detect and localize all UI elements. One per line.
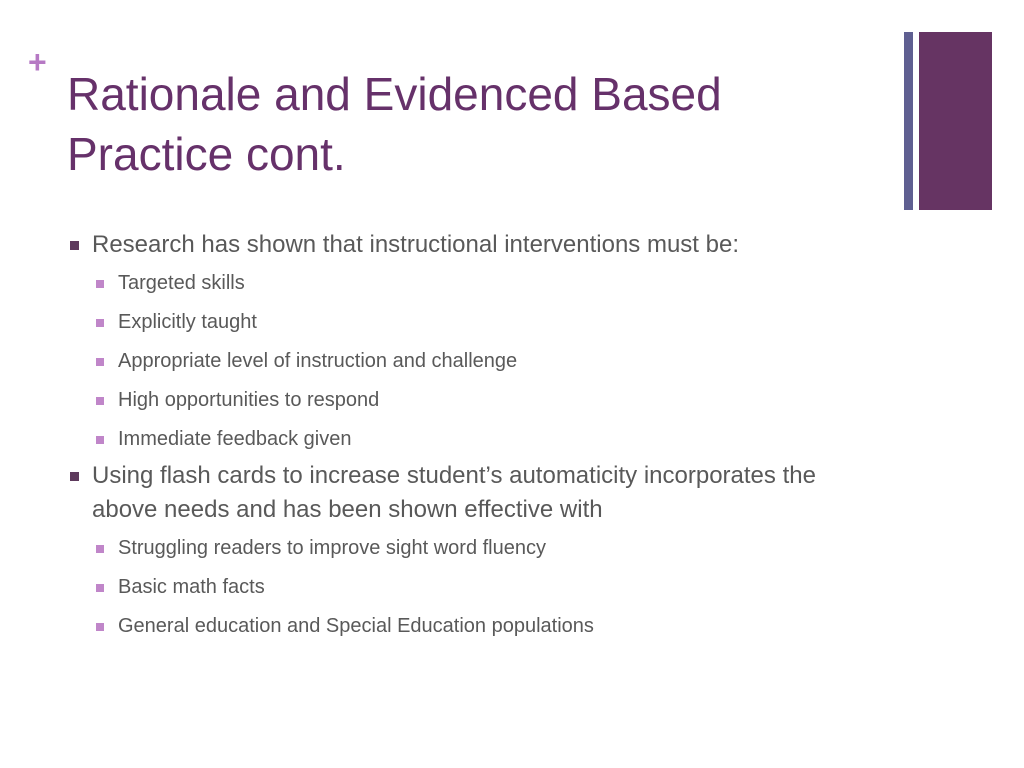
sub-bullet-item — [68, 529, 868, 568]
square-bullet-icon — [96, 623, 104, 631]
square-bullet-icon — [70, 241, 79, 250]
bullet-text: Research has shown that instructional interventions must be: — [92, 231, 740, 258]
sub-bullet-item — [68, 342, 868, 381]
sub-bullet-list-flash-cards — [68, 529, 868, 646]
sub-bullet-item — [68, 568, 868, 607]
square-bullet-icon — [96, 358, 104, 366]
decorative-thick-bar — [919, 32, 992, 210]
square-bullet-icon — [70, 472, 79, 481]
square-bullet-icon — [96, 545, 104, 553]
sub-bullet-text: High opportunities to respond — [118, 389, 380, 411]
sub-bullet-text: General education and Special Education populations — [118, 615, 594, 637]
sub-bullet-text: Targeted skills — [118, 272, 245, 294]
decorative-thin-bar — [904, 32, 913, 210]
sub-bullet-item — [68, 264, 868, 303]
sub-bullet-item — [68, 420, 868, 459]
sub-bullet-item — [68, 303, 868, 342]
sub-bullet-item — [68, 381, 868, 420]
square-bullet-icon — [96, 319, 104, 327]
sub-bullet-text: Explicitly taught — [118, 311, 257, 333]
square-bullet-icon — [96, 397, 104, 405]
square-bullet-icon — [96, 280, 104, 288]
bullet-item-research — [68, 228, 868, 262]
sub-bullet-text: Struggling readers to improve sight word fluency — [118, 537, 546, 559]
bullet-text: Using flash cards to increase student’s automaticity incorporates the above needs and has been shown effective with — [92, 462, 816, 523]
bullet-item-flash-cards — [68, 459, 868, 527]
plus-mark-icon: + — [28, 44, 47, 80]
slide-body — [68, 228, 868, 646]
square-bullet-icon — [96, 436, 104, 444]
square-bullet-icon — [96, 584, 104, 592]
sub-bullet-text: Appropriate level of instruction and challenge — [118, 350, 518, 372]
sub-bullet-item — [68, 607, 868, 646]
sub-bullet-list-research — [68, 264, 868, 459]
slide-title: Rationale and Evidenced Based Practice cont. — [67, 68, 722, 180]
sub-bullet-text: Basic math facts — [118, 576, 265, 598]
sub-bullet-text: Immediate feedback given — [118, 428, 352, 450]
